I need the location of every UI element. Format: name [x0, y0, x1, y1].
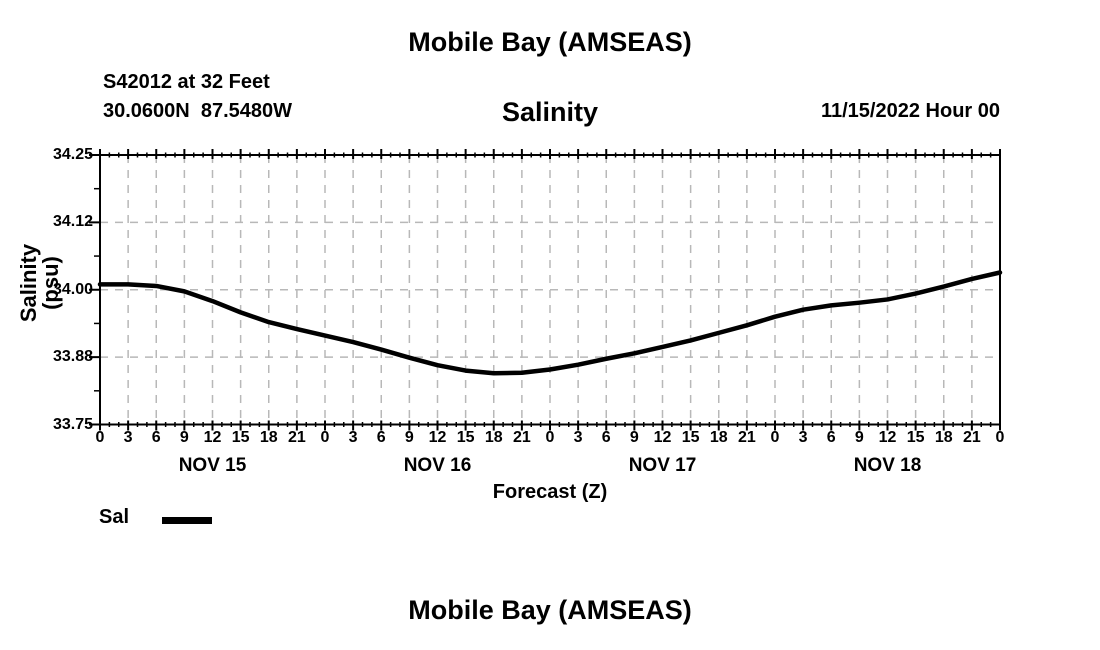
day-label: NOV 18	[853, 455, 922, 476]
x-tick-label: 0	[320, 429, 330, 446]
x-tick-label: 0	[95, 429, 105, 446]
station-coordinates: 30.0600N 87.5480W	[103, 100, 293, 122]
y-tick-label: 33.75	[52, 415, 93, 433]
legend-line-swatch	[162, 517, 212, 524]
x-tick-label: 9	[179, 429, 189, 446]
x-tick-label: 3	[573, 429, 583, 446]
x-tick-label: 3	[798, 429, 808, 446]
x-axis-title: Forecast (Z)	[492, 481, 608, 503]
x-tick-label: 0	[995, 429, 1005, 446]
x-tick-label: 9	[404, 429, 414, 446]
x-tick-label: 12	[203, 429, 222, 446]
x-tick-label: 0	[770, 429, 780, 446]
footer-title: Mobile Bay (AMSEAS)	[408, 595, 692, 625]
x-tick-label: 12	[428, 429, 447, 446]
y-axis-title: Salinity (psu)	[16, 243, 63, 323]
x-tick-label: 15	[906, 429, 925, 446]
x-tick-label: 21	[962, 429, 981, 446]
x-tick-label: 15	[681, 429, 700, 446]
forecast-run-date: 11/15/2022 Hour 00	[820, 100, 1000, 122]
day-label: NOV 17	[628, 455, 697, 476]
x-tick-label: 21	[512, 429, 531, 446]
x-tick-label: 18	[484, 429, 503, 446]
x-tick-label: 12	[878, 429, 897, 446]
x-tick-label: 3	[348, 429, 358, 446]
x-tick-label: 18	[259, 429, 278, 446]
y-tick-label: 34.12	[52, 213, 93, 231]
x-tick-label: 6	[601, 429, 611, 446]
x-tick-label: 6	[151, 429, 161, 446]
x-tick-label: 21	[737, 429, 756, 446]
x-tick-label: 18	[709, 429, 728, 446]
y-tick-label: 33.88	[52, 348, 93, 366]
x-tick-label: 6	[376, 429, 386, 446]
x-tick-label: 18	[934, 429, 953, 446]
x-tick-label: 15	[456, 429, 475, 446]
x-tick-label: 12	[653, 429, 672, 446]
day-label: NOV 16	[403, 455, 472, 476]
x-tick-label: 9	[854, 429, 864, 446]
x-tick-label: 15	[231, 429, 250, 446]
x-tick-label: 3	[123, 429, 133, 446]
x-tick-label: 21	[287, 429, 306, 446]
plot-title: Salinity	[501, 97, 599, 127]
page-title: Mobile Bay (AMSEAS)	[408, 27, 692, 57]
y-tick-label: 34.00	[52, 280, 93, 298]
y-tick-label: 34.25	[52, 146, 93, 163]
day-label: NOV 15	[178, 455, 247, 476]
x-tick-label: 9	[629, 429, 639, 446]
x-tick-label: 6	[826, 429, 836, 446]
legend-series-label: Sal	[99, 506, 130, 528]
station-label: S42012 at 32 Feet	[103, 71, 270, 93]
x-tick-label: 0	[545, 429, 555, 446]
